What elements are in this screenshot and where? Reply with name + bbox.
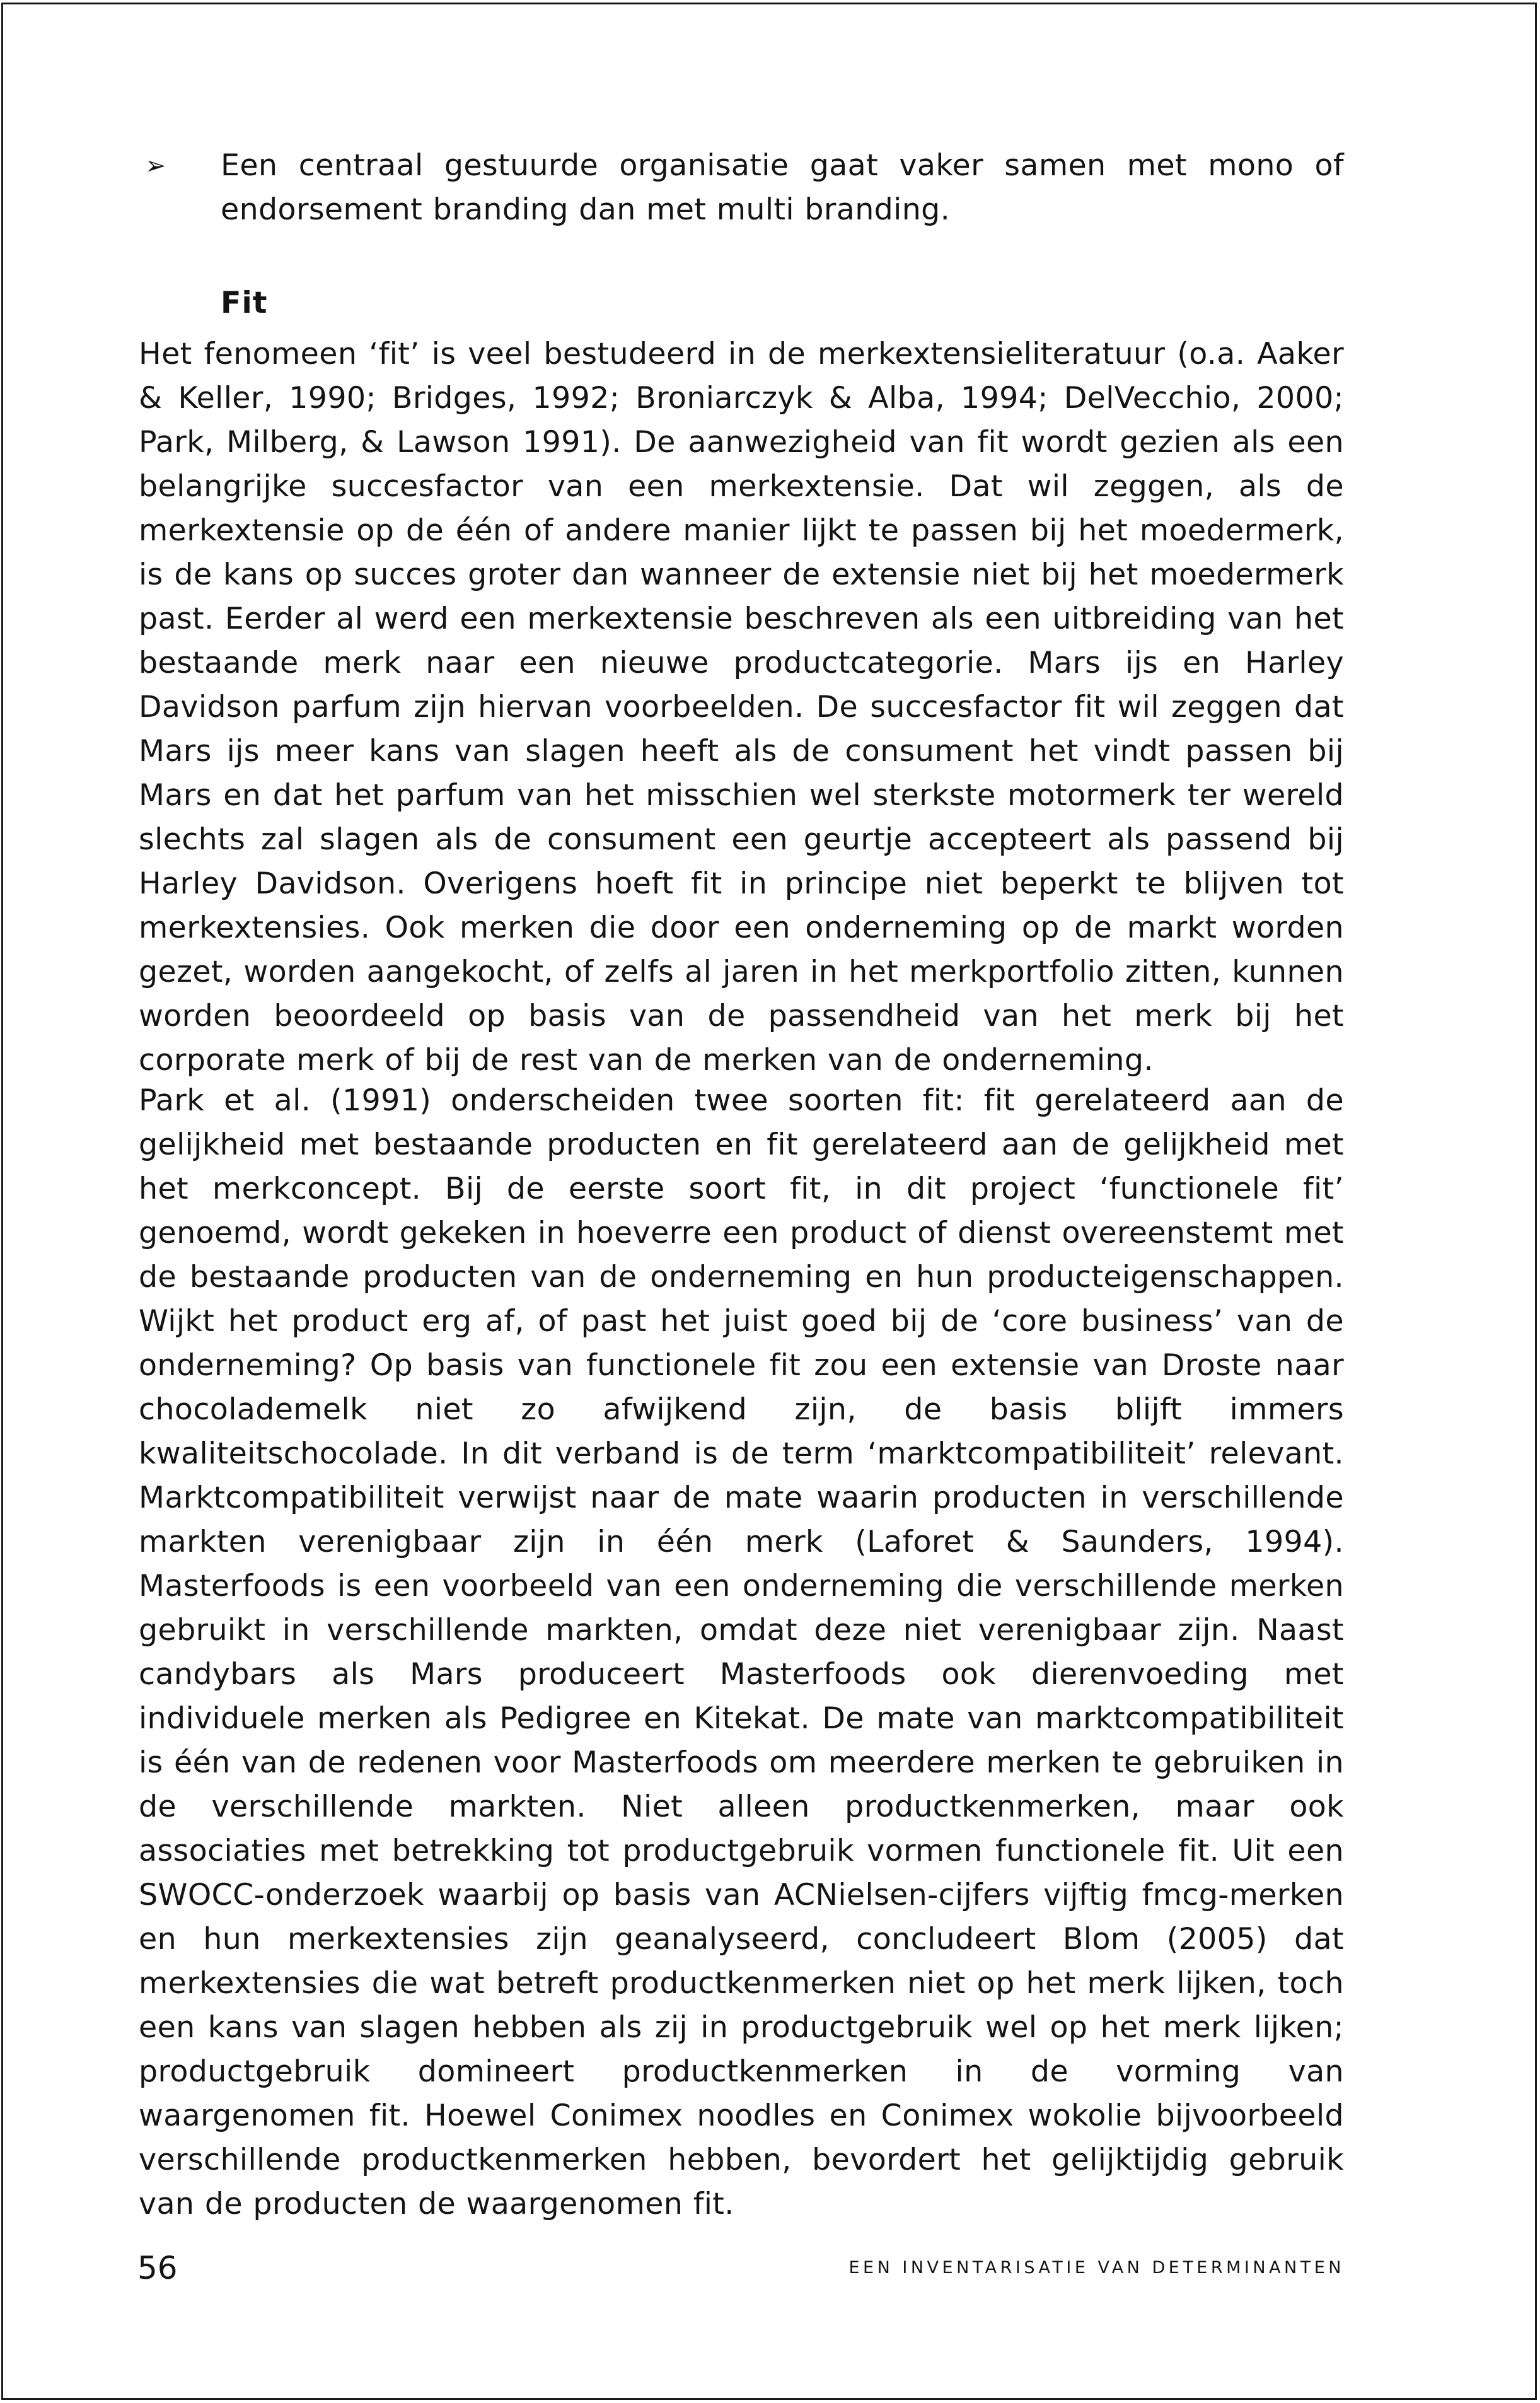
body-paragraph: Het fenomeen ‘fit’ is veel bestudeerd in de merkextensieliteratuur (o.a. Aaker & Keller, 1990; Bridges, 1992; Broniarczyk & Alba, 1994; DelVecchio, 2000; Park, Milberg, & Lawson 1991). De aanwezigheid van fit wordt gezien als een belangrijke succesfactor van een merkextensie. Dat wil zeggen, als de merkextensie op de één of andere manier lijkt te passen bij het moedermerk, is de kans op succes groter dan wanneer de extensie niet bij het moedermerk past. Eerder al werd een merkextensie beschreven als een uitbreiding van het bestaande merk naar een nieuwe productcategorie. Mars ijs en Harley Davidson parfum zijn hiervan voorbeelden. De succesfactor fit wil zeggen dat Mars ijs meer kans van slagen heeft als de consument het vindt passen bij Mars en dat het parfum van het misschien wel sterkste motormerk ter wereld slechts zal slagen als de consument een geurtje accepteert als passend bij Harley Davidson. Overigens hoeft fit in principe niet beperkt te blijven tot merkextensies. Ook merken die door een onderneming op de markt worden gezet, worden aangekocht, of zelfs al jaren in het merkportfolio zitten, kunnen worden beoordeeld op basis van de passendheid van het merk bij het corporate merk of bij de rest van de merken van de onderneming. bbox=[139, 337, 1344, 1078]
page-number: 56 bbox=[137, 2250, 178, 2286]
running-footer: EEN INVENTARISATIE VAN DETERMINANTEN bbox=[848, 2258, 1345, 2278]
arrow-bullet-icon: ➢ bbox=[145, 151, 166, 180]
body-paragraph: Park et al. (1991) onderscheiden twee soorten fit: fit gerelateerd aan de gelijkheid met bestaande producten en fit gerelateerd aan de gelijkheid met het merkconcept. Bij de eerste soort fit, in dit project ‘functionele fit’ genoemd, wordt gekeken in hoeverre een product of dienst overeenstemt met de bestaande producten van de onderneming en hun producteigenschappen. Wijkt het product erg af, of past het juist goed bij de ‘core business’ van de onderneming? Op basis van functionele fit zou een extensie van Droste naar chocolademelk niet zo afwijkend zijn, de basis blijft immers kwaliteitschocolade. In dit verband is de term ‘marktcompatibiliteit’ relevant. Marktcompatibiliteit verwijst naar de mate waarin producten in verschillende markten verenigbaar zijn in één merk (Laforet & Saunders, 1994). Masterfoods is een voorbeeld van een onderneming die verschillende merken gebruikt in verschillende markten, omdat deze niet verenigbaar zijn. Naast candybars als Mars produceert Masterfoods ook dierenvoeding met individuele merken als Pedigree en Kitekat. De mate van marktcompatibiliteit is één van de redenen voor Masterfoods om meerdere merken te gebruiken in de verschillende markten. Niet alleen productkenmerken, maar ook associaties met betrekking tot productgebruik vormen functionele fit. Uit een SWOCC-onderzoek waarbij op basis van ACNielsen-cijfers vijftig fmcg-merken en hun merkextensies zijn geanalyseerd, concludeert Blom (2005) dat merkextensies die wat betreft productkenmerken niet op het merk lijken, toch een kans van slagen hebben als zij in productgebruik wel op het merk lijken; productgebruik domineert productkenmerken in de vorming van waargenomen fit. Hoewel Conimex noodles en Conimex wokolie bijvoorbeeld verschillende productkenmerken hebben, bevordert het gelijktijdig gebruik van de producten de waargenomen fit. bbox=[139, 1083, 1344, 2221]
bullet-text: Een centraal gestuurde organisatie gaat vaker samen met mono of endorsement branding dan met multi branding. bbox=[221, 148, 1344, 227]
section-heading: Fit bbox=[221, 286, 268, 320]
